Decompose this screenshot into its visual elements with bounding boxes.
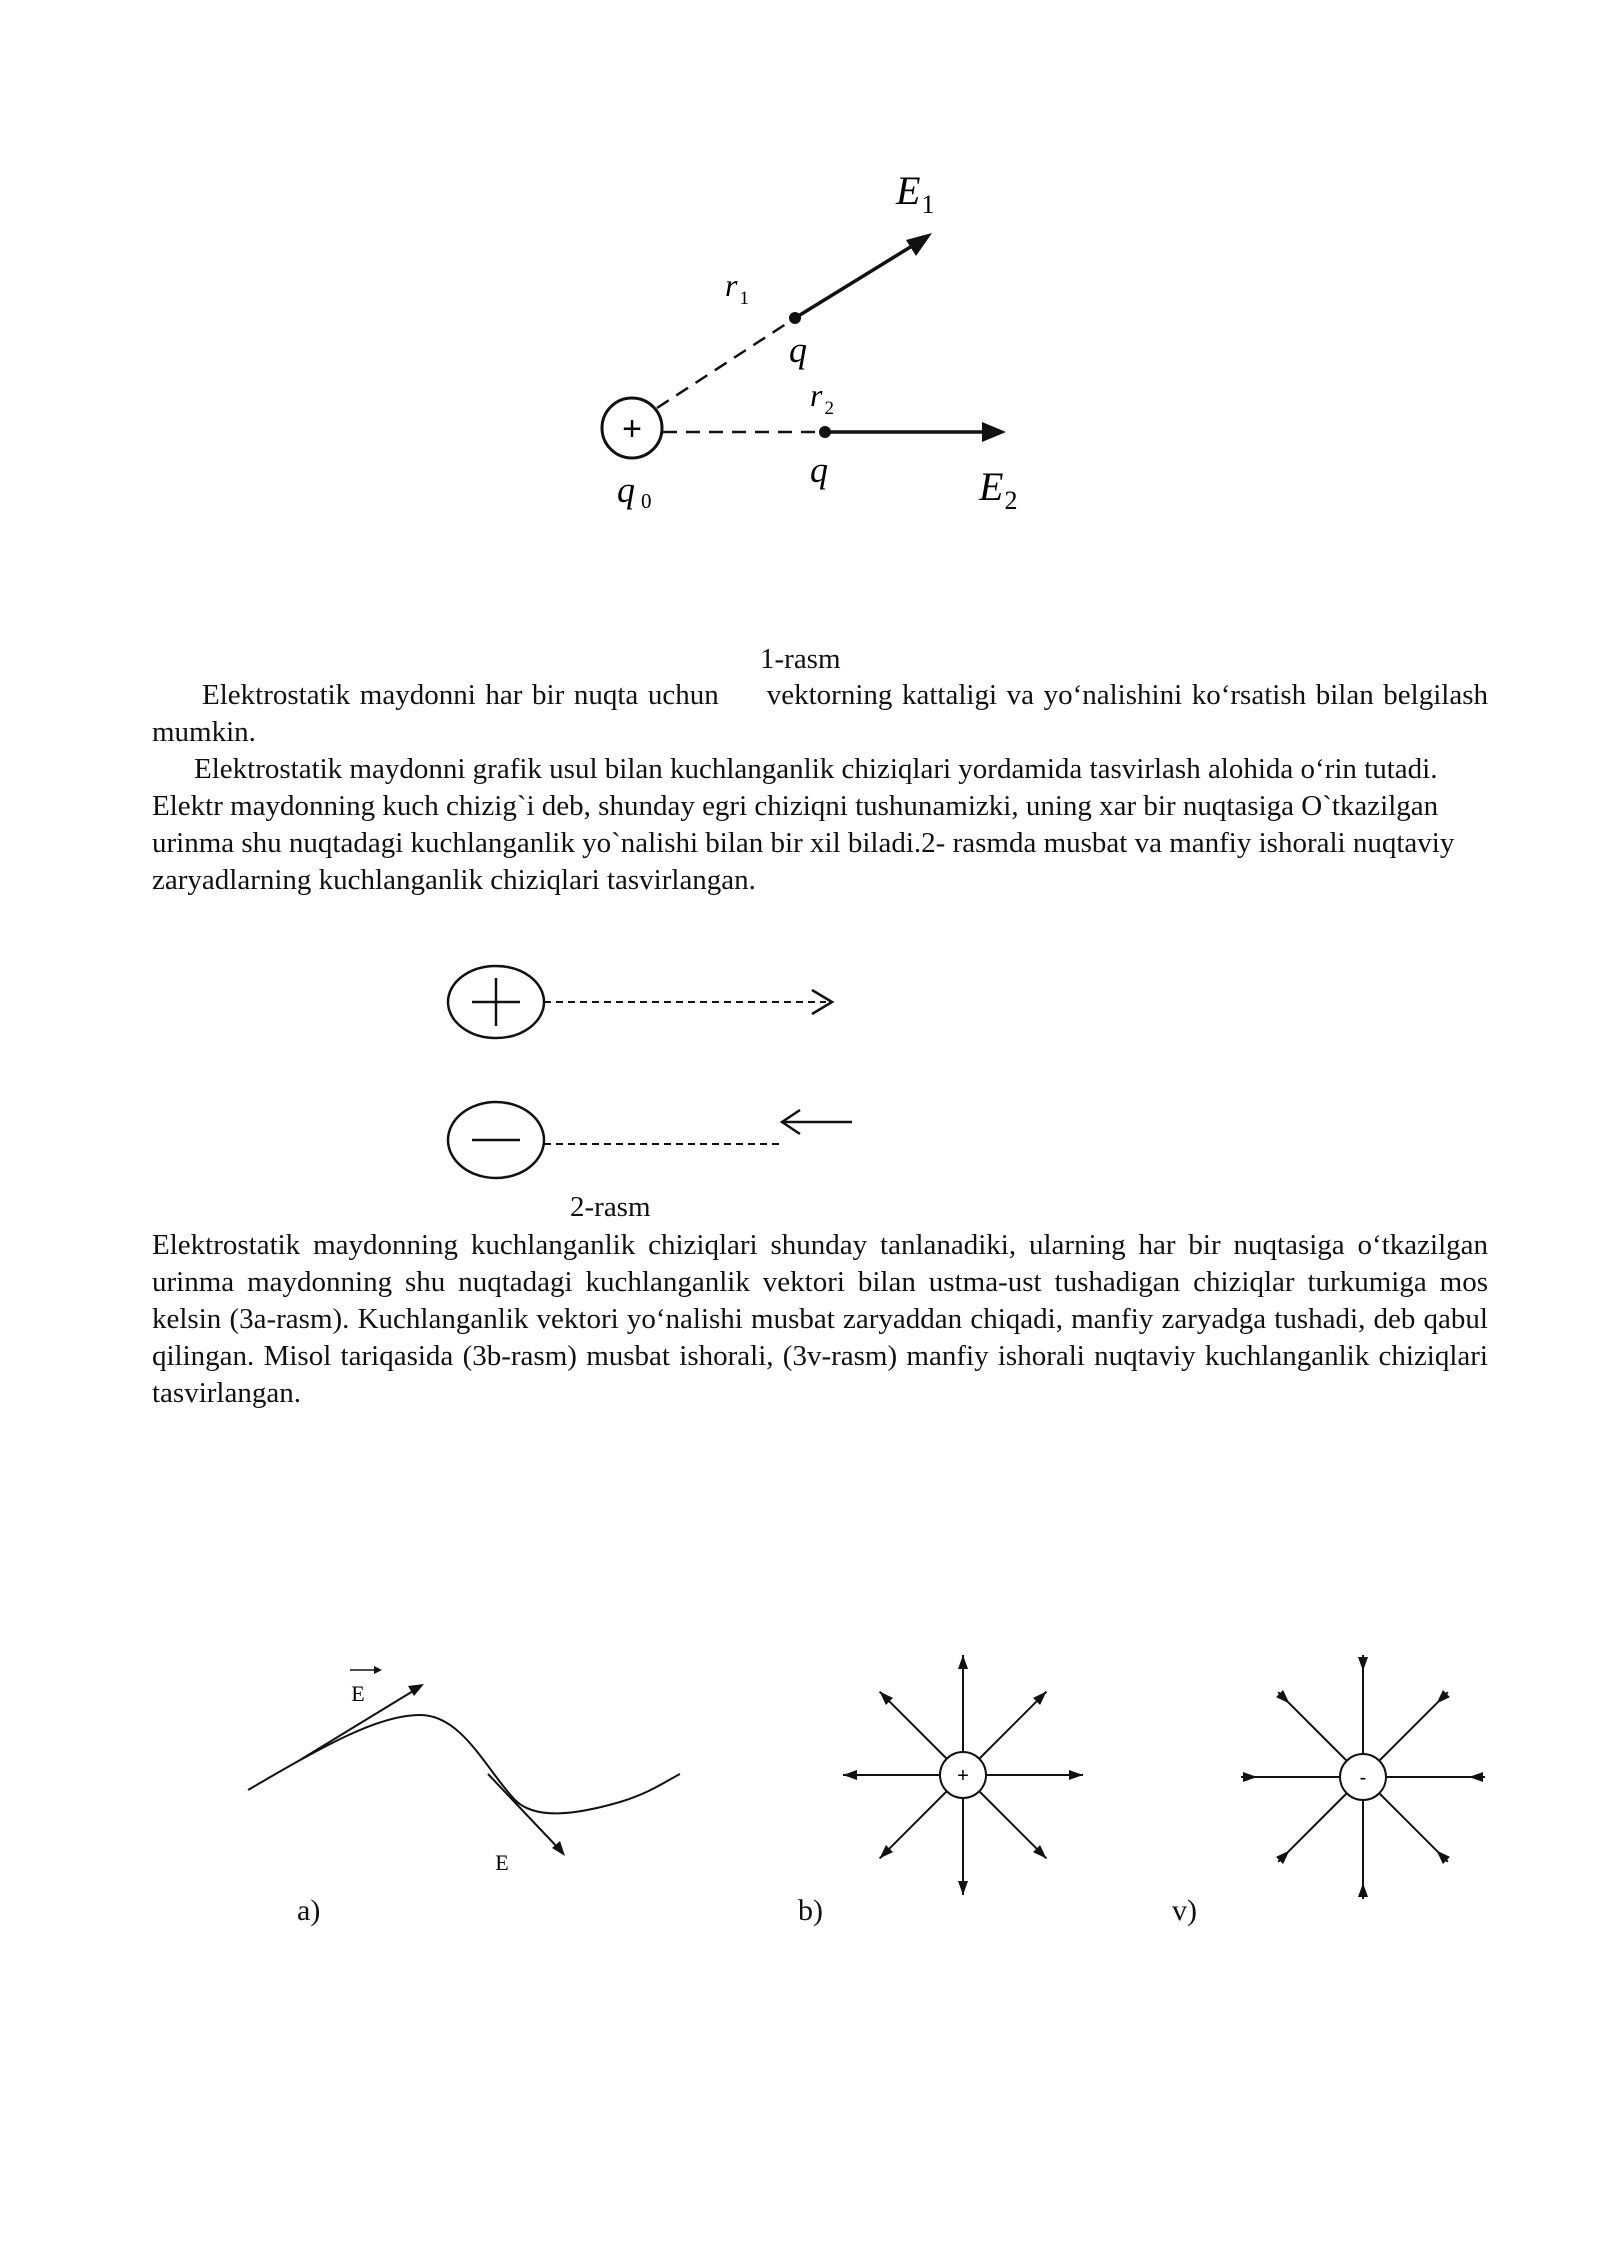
q-upper-label: q: [789, 330, 807, 370]
negative-arrowhead-west: [1243, 1772, 1257, 1782]
E2-label: $E_2$: [979, 464, 1018, 515]
q0-label: q 0: [617, 470, 652, 513]
negative-arrowhead-north-east: [1437, 1690, 1450, 1703]
paragraph-3-text: Elektrostatik maydonning kuchlanganlik chiziqlari shunday tanlanadiki, ularning har bir nuqtasiga o‘tkazilgan urinma maydonning shu nuqtadagi kuchlanganlik vektori bilan ustma-ust tushadigan chiziqlar turkumiga mos kelsin (3a-rasm). Kuchlanganlik vektori yo‘nalishi musbat zaryaddan chiqadi, manfiy zaryadga tushadi, deb qabul qilingan. Misol tariqasida (3b-rasm) musbat ishorali, (3v-rasm) manfiy ishorali nuqtaviy kuchlanganlik chiziqlari tasvirlangan.: [152, 1229, 1488, 1409]
E-label-top: E: [351, 1681, 365, 1706]
E1-vector-arrow: [795, 238, 925, 318]
figure-3a: [248, 1666, 680, 1875]
positive-field-line-south-west: [880, 1791, 947, 1858]
E1-arrowhead: [906, 233, 932, 256]
r2-label: r $_2$: [810, 377, 834, 419]
paragraph-2: [152, 751, 1488, 899]
positive-charge-sign: +: [957, 1765, 969, 1787]
positive-field-line-north-east: [979, 1692, 1046, 1759]
positive-arrowhead-west: [843, 1770, 857, 1780]
E-label-bottom: E: [495, 1850, 509, 1875]
tangent-vector-bottom: [488, 1774, 560, 1850]
negative-arrowhead-south-west: [1276, 1851, 1289, 1864]
figure-2: [0, 940, 1600, 1200]
positive-arrowhead-south: [958, 1881, 968, 1895]
figure-3v-label: v): [1172, 1894, 1197, 1927]
source-charge-sign: +: [622, 410, 642, 448]
field-line-curve: [248, 1715, 680, 1813]
negative-charge-sign: -: [1359, 1767, 1367, 1789]
positive-arrowhead-east: [1069, 1770, 1083, 1780]
q-lower-label: q: [810, 450, 828, 490]
figure-3b-label: b): [798, 1894, 823, 1927]
figure-1: [0, 0, 1600, 560]
r1-label: r $_1$: [725, 267, 749, 309]
figure-3b: [843, 1655, 1083, 1895]
figure-3v: [1241, 1655, 1485, 1899]
negative-arrowhead-north: [1358, 1657, 1368, 1671]
positive-field-line-south-east: [979, 1791, 1046, 1858]
paragraph-1-after: vektorning kattaligi va yo‘nalishini ko‘rsatish bilan belgilash mumkin.: [152, 679, 1488, 748]
r1-dashed-line: [657, 320, 792, 408]
paragraph-2-text: Elektrostatik maydonni grafik usul bilan kuchlanganlik chiziqlari yordamida tasvirlash alohida o‘rin tutadi. Elektr maydonning kuch chizig`i deb, shunday egri chiziqni tushunamizki, uning xar bir nuqtasiga O`tkazilgan urinma shu nuqtadagi kuchlanganlik yo`nalishi bilan bir xil biladi.2- rasmda musbat va manfiy ishorali nuqtaviy zaryadlarning kuchlanganlik chiziqlari tasvirlangan.: [152, 753, 1455, 896]
E2-arrowhead: [982, 422, 1006, 442]
E-vector-overbar-arrowhead: [374, 1666, 382, 1674]
figure-1-caption: 1-rasm: [760, 643, 841, 675]
negative-arrowhead-east: [1469, 1772, 1483, 1782]
paragraph-3: [152, 1227, 1488, 1412]
negative-arrowhead-south: [1358, 1883, 1368, 1897]
negative-arrowhead-south-east: [1437, 1851, 1450, 1864]
E1-label: $E_1$: [896, 168, 935, 219]
positive-arrowhead-north: [958, 1655, 968, 1669]
paragraph-1-before: Elektrostatik maydonni har bir nuqta uchun: [202, 679, 719, 711]
negative-arrowhead-north-west: [1276, 1690, 1289, 1703]
figure-2-caption: 2-rasm: [570, 1191, 651, 1223]
paragraph-1: [152, 677, 1488, 751]
figure-3a-label: a): [297, 1894, 321, 1927]
tangent-vector-top-arrowhead: [408, 1684, 424, 1696]
positive-field-line-north-west: [880, 1692, 947, 1759]
